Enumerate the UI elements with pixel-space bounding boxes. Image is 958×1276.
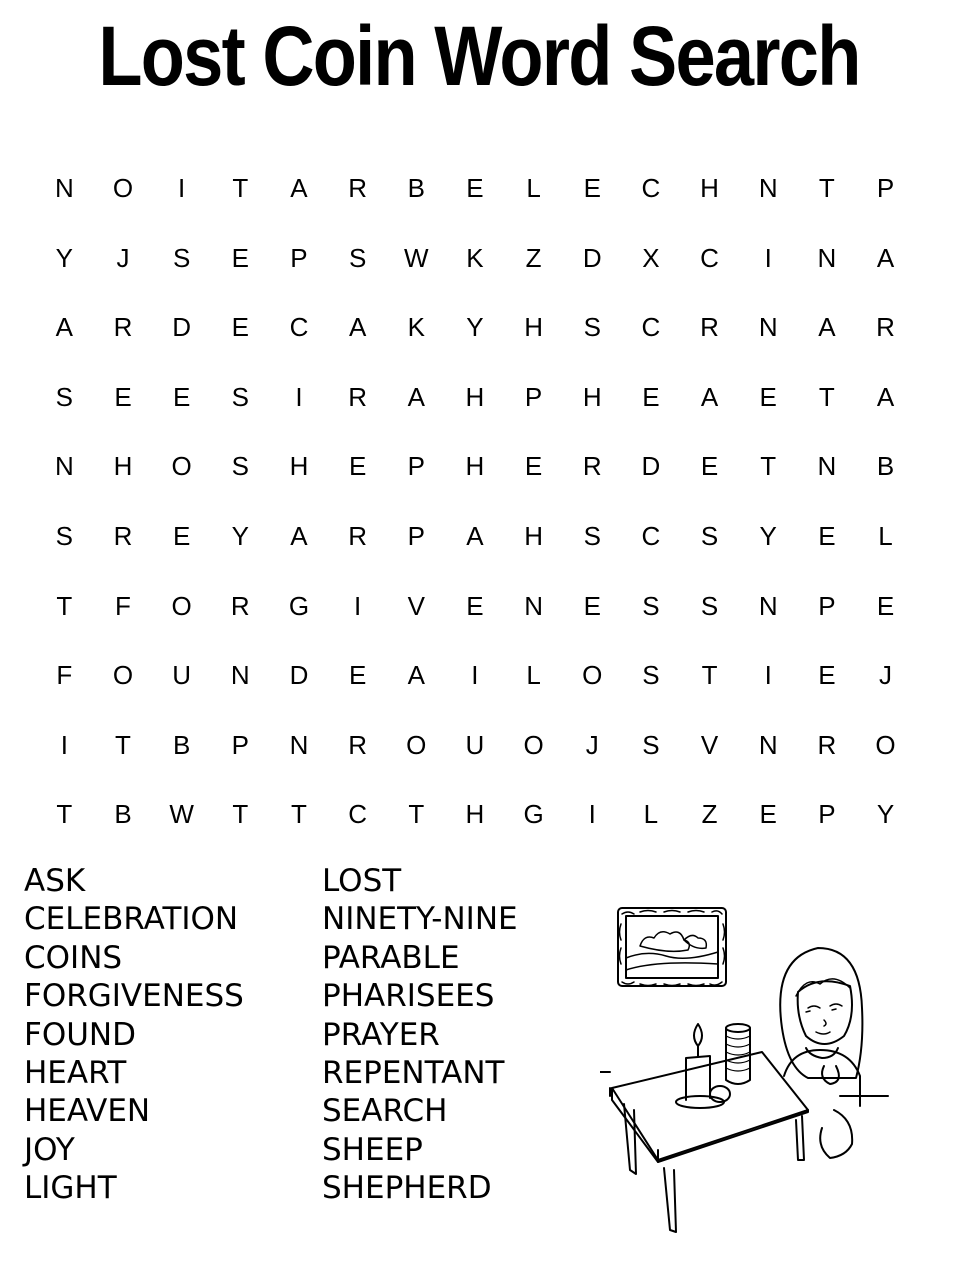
grid-letter: T <box>115 729 131 760</box>
grid-letter: Y <box>759 520 777 551</box>
grid-letter: D <box>172 312 192 343</box>
grid-letter: N <box>54 451 74 482</box>
grid-letter: O <box>112 660 134 691</box>
grid-letter: N <box>230 660 250 691</box>
grid-letter: H <box>465 381 485 412</box>
grid-letter: K <box>407 312 425 343</box>
grid-letter: B <box>876 451 895 482</box>
page-title: Lost Coin Word Search <box>98 9 860 103</box>
grid-letter: B <box>172 729 191 760</box>
grid-letter: F <box>56 660 73 691</box>
word-list-item: FORGIVENESS <box>24 978 244 1015</box>
grid-letter: E <box>348 660 367 691</box>
grid-letter: E <box>348 451 367 482</box>
grid-letter: N <box>54 173 74 203</box>
grid-letter: L <box>643 799 659 830</box>
grid-letter: S <box>55 520 73 551</box>
grid-letter: E <box>759 799 777 830</box>
grid-letter: W <box>169 799 194 830</box>
grid-letter: S <box>172 242 191 273</box>
word-list-column-1 <box>24 862 244 1208</box>
grid-letter: E <box>114 381 132 412</box>
grid-letter: A <box>290 173 308 203</box>
grid-letter: A <box>466 520 484 551</box>
grid-letter: R <box>582 451 602 482</box>
grid-letter: I <box>764 242 772 273</box>
word-list-item: LOST <box>322 863 402 899</box>
grid-letter: S <box>700 520 719 551</box>
grid-row <box>35 154 915 224</box>
grid-letter: I <box>178 173 186 203</box>
word-list-column-2 <box>322 862 518 1208</box>
grid-letter: S <box>642 590 660 621</box>
grid-letter: R <box>113 312 133 343</box>
word-list-item: JOY <box>24 1131 75 1168</box>
grid-letter: S <box>700 590 719 621</box>
grid-letter: T <box>232 173 249 203</box>
grid-letter: A <box>290 520 308 551</box>
grid-letter: H <box>700 173 719 203</box>
grid-letter: S <box>231 451 249 482</box>
grid-letter: E <box>583 590 601 621</box>
word-list-item: LIGHT <box>24 1170 117 1207</box>
word-list-item: NINETY-NINE <box>322 901 518 938</box>
grid-letter: G <box>288 590 310 621</box>
grid-letter: S <box>583 520 601 551</box>
grid-letter: O <box>875 729 896 760</box>
grid-letter: O <box>582 660 603 691</box>
word-list-item: PHARISEES <box>322 978 495 1015</box>
grid-letter: P <box>407 451 425 482</box>
grid-letter: I <box>588 799 596 830</box>
grid-letter: N <box>817 451 837 482</box>
grid-letter: S <box>348 242 367 273</box>
grid-letter: B <box>114 799 132 830</box>
grid-letter: R <box>113 520 133 551</box>
grid-letter: T <box>56 590 73 621</box>
grid-letter: I <box>471 660 479 691</box>
grid-letter: S <box>642 660 660 691</box>
grid-letter: J <box>116 242 130 273</box>
grid-letter: R <box>700 312 719 343</box>
grid-row <box>35 641 915 711</box>
grid-letter: E <box>876 590 895 621</box>
grid-letter: P <box>818 799 836 830</box>
grid-row <box>35 432 915 502</box>
grid-letter: G <box>523 799 544 830</box>
letter-grid <box>35 154 915 850</box>
grid-row <box>35 224 915 294</box>
word-list-item: ASK <box>24 863 86 899</box>
grid-letter: L <box>526 173 541 203</box>
grid-letter: A <box>407 660 425 691</box>
grid-letter: A <box>818 312 836 343</box>
grid-letter: O <box>523 729 544 760</box>
grid-letter: E <box>231 242 249 273</box>
word-list-item: SHEPHERD <box>322 1170 492 1207</box>
word-list-item: REPENTANT <box>322 1054 505 1091</box>
grid-letter: A <box>700 381 719 412</box>
grid-letter: Y <box>876 799 895 830</box>
grid-row <box>35 780 915 850</box>
grid-letter: P <box>231 729 249 760</box>
grid-letter: S <box>231 381 249 412</box>
grid-letter: A <box>876 242 895 273</box>
grid-letter: T <box>818 173 835 203</box>
grid-letter: N <box>758 590 778 621</box>
grid-letter: H <box>113 451 133 482</box>
grid-letter: L <box>526 660 541 691</box>
grid-letter: S <box>642 729 660 760</box>
grid-letter: Y <box>231 520 249 551</box>
grid-row <box>35 293 915 363</box>
grid-letter: N <box>758 173 778 203</box>
word-list-item: COINS <box>24 939 123 976</box>
grid-letter: E <box>466 590 484 621</box>
word-list-item: HEART <box>24 1054 127 1091</box>
grid-letter: B <box>407 173 425 203</box>
grid-letter: J <box>585 729 599 760</box>
grid-letter: N <box>289 729 309 760</box>
grid-letter: R <box>348 173 367 203</box>
grid-letter: H <box>289 451 309 482</box>
grid-letter: R <box>348 729 367 760</box>
grid-letter: C <box>700 242 719 273</box>
grid-letter: A <box>348 312 367 343</box>
grid-letter: Z <box>701 799 718 830</box>
grid-letter: N <box>758 729 778 760</box>
grid-letter: T <box>818 381 835 412</box>
grid-letter: I <box>295 381 303 412</box>
grid-row <box>35 572 915 642</box>
grid-letter: E <box>642 381 660 412</box>
grid-letter: C <box>641 520 661 551</box>
grid-letter: R <box>348 520 367 551</box>
grid-letter: X <box>642 242 660 273</box>
grid-letter: C <box>641 312 661 343</box>
grid-letter: P <box>818 590 836 621</box>
grid-letter: C <box>641 173 661 203</box>
grid-letter: E <box>583 173 601 203</box>
grid-letter: H <box>582 381 602 412</box>
grid-letter: H <box>524 520 543 551</box>
grid-letter: J <box>879 660 893 691</box>
grid-letter: R <box>817 729 837 760</box>
framed-picture-icon <box>618 908 726 986</box>
grid-letter: Z <box>525 242 542 273</box>
grid-letter: N <box>817 242 837 273</box>
grid-letter: T <box>232 799 249 830</box>
grid-letter: O <box>171 451 192 482</box>
grid-letter: D <box>582 242 602 273</box>
grid-letter: W <box>403 242 429 273</box>
grid-letter: I <box>764 660 772 691</box>
grid-letter: Y <box>466 312 484 343</box>
grid-row <box>35 502 915 572</box>
grid-letter: A <box>55 312 73 343</box>
word-list-item: SHEEP <box>322 1131 423 1168</box>
grid-letter: E <box>700 451 719 482</box>
grid-letter: P <box>290 242 308 273</box>
word-list-item: PARABLE <box>322 939 460 976</box>
grid-letter: A <box>876 381 895 412</box>
word-list-item: HEAVEN <box>24 1093 151 1130</box>
grid-letter: T <box>760 451 777 482</box>
grid-letter: V <box>407 590 425 621</box>
grid-letter: O <box>112 173 134 203</box>
word-list-item: PRAYER <box>322 1016 440 1053</box>
grid-letter: H <box>465 799 485 830</box>
grid-letter: R <box>230 590 250 621</box>
grid-letter: C <box>289 312 309 343</box>
grid-letter: N <box>524 590 543 621</box>
grid-letter: D <box>289 660 309 691</box>
grid-letter: E <box>524 451 543 482</box>
grid-letter: F <box>115 590 131 621</box>
grid-letter: E <box>466 173 484 203</box>
illustration <box>600 900 900 1235</box>
grid-letter: R <box>876 312 895 343</box>
grid-letter: C <box>348 799 367 830</box>
grid-letter: U <box>465 729 485 760</box>
grid-letter: E <box>818 520 836 551</box>
grid-letter: L <box>878 520 893 551</box>
grid-letter: O <box>406 729 427 760</box>
grid-row <box>35 363 915 433</box>
grid-letter: R <box>348 381 367 412</box>
grid-letter: H <box>465 451 485 482</box>
grid-row <box>35 711 915 781</box>
grid-letter: T <box>291 799 307 830</box>
grid-letter: T <box>56 799 73 830</box>
table-icon <box>600 1052 808 1232</box>
grid-letter: P <box>876 173 895 203</box>
grid-letter: H <box>524 312 543 343</box>
grid-letter: U <box>172 660 192 691</box>
grid-letter: I <box>60 729 68 760</box>
grid-letter: S <box>55 381 73 412</box>
grid-letter: T <box>408 799 425 830</box>
grid-letter: Y <box>55 242 73 273</box>
grid-letter: I <box>353 590 362 621</box>
grid-letter: K <box>466 242 484 273</box>
grid-letter: E <box>818 660 836 691</box>
grid-letter: A <box>407 381 425 412</box>
grid-letter: T <box>701 660 718 691</box>
grid-letter: E <box>172 381 191 412</box>
grid-letter: E <box>231 312 249 343</box>
grid-letter: E <box>759 381 777 412</box>
grid-letter: E <box>172 520 191 551</box>
grid-letter: V <box>700 729 719 760</box>
coins-icon <box>726 1024 750 1084</box>
grid-letter: O <box>171 590 192 621</box>
word-list-item: FOUND <box>24 1016 136 1053</box>
grid-letter: P <box>407 520 425 551</box>
grid-letter: N <box>758 312 778 343</box>
grid-letter: P <box>524 381 543 412</box>
word-list-item: SEARCH <box>322 1093 448 1130</box>
grid-letter: S <box>583 312 601 343</box>
grid-letter: D <box>641 451 661 482</box>
word-list-item: CELEBRATION <box>24 901 239 938</box>
